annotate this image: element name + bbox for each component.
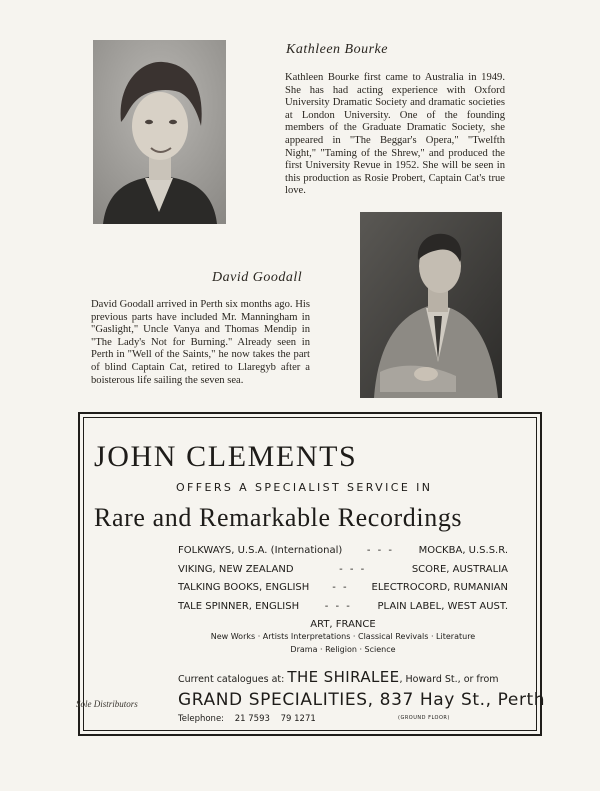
shop-location: , Howard St., or from <box>399 674 499 685</box>
david-goodall-bio <box>91 299 310 387</box>
kathleen-bourke-bio <box>285 72 505 198</box>
advert-headline: Rare and Remarkable Recordings <box>94 503 463 532</box>
label-row <box>178 561 508 580</box>
ground-floor-note: (GROUND FLOOR) <box>398 715 450 721</box>
david-goodall-name: David Goodall <box>212 270 303 285</box>
advert-inner-border <box>76 417 546 731</box>
genres-line-2: Drama · Religion · Science <box>290 645 396 654</box>
phone-number-2: 79 1271 <box>280 714 316 724</box>
label-row <box>178 598 508 617</box>
record-labels-list <box>178 542 508 635</box>
label-row <box>178 579 508 598</box>
telephone-line <box>178 714 324 724</box>
sole-distributors-label: Sole Distributors <box>76 699 138 709</box>
label-separator: - - - <box>366 545 395 556</box>
label-left: TALE SPINNER, ENGLISH <box>178 600 300 612</box>
label-row <box>178 542 508 561</box>
label-separator: - - - <box>324 600 352 612</box>
label-right: MOCKBA, U.S.S.R. <box>418 545 508 556</box>
advert-offers: OFFERS A SPECIALIST SERVICE IN <box>176 481 433 494</box>
david-goodall-photo <box>360 212 502 398</box>
label-left: TALKING BOOKS, ENGLISH <box>178 582 310 594</box>
phone-number-1: 21 7593 <box>234 714 270 724</box>
david-goodall-bio-text: David Goodall arrived in Perth six months ago. His previous parts have included Mr. Manningham in "Gaslight," Uncle Vanya and Thomas Mendip in "The Lady's Not for Burning." Already seen in Perth in "Well of the Saints," he now takes the part of blind Captain Cat, retired to Llaregyb after a boisterous life sailing the seven sea. <box>91 299 310 386</box>
label-right: SCORE, AUSTRALIA <box>411 563 508 575</box>
label-left: FOLKWAYS, U.S.A. (International) <box>178 545 343 556</box>
label-last: ART, FRANCE <box>310 619 376 631</box>
genres-list <box>176 630 510 656</box>
telephone-label: Telephone: <box>178 714 225 724</box>
kathleen-bourke-photo <box>93 40 226 224</box>
advert-title: JOHN CLEMENTS <box>94 440 358 473</box>
shop-name: THE SHIRALEE <box>287 668 400 686</box>
label-separator: - - <box>332 582 349 594</box>
kathleen-bourke-name: Kathleen Bourke <box>286 42 388 57</box>
catalogues-prefix: Current catalogues at: <box>178 674 285 685</box>
label-left: VIKING, NEW ZEALAND <box>178 563 294 575</box>
kathleen-bourke-bio-text: Kathleen Bourke first came to Australia in 1949. She has had acting experience with Oxford University Dramatic Society and dramatic societies at London University. One of the founding members of the Graduate Dramatic Society, she appeared in "The Beggar's Opera," "Twelfth Night," "Taming of the Shrew," and produced the first University Revue in 1952. She will be seen in this production as Rosie Probert, Captain Cat's true love. <box>285 72 505 197</box>
label-right: PLAIN LABEL, WEST AUST. <box>377 600 508 612</box>
genres-line-1: New Works · Artists Interpretations · Classical Revivals · Literature <box>210 632 476 641</box>
catalogues-line <box>178 668 512 686</box>
label-separator: - - - <box>339 563 367 575</box>
label-right: ELECTROCORD, RUMANIAN <box>371 582 508 594</box>
distributor-name: GRAND SPECIALITIES, 837 Hay St., Perth <box>178 690 546 710</box>
john-clements-advert <box>76 412 546 736</box>
